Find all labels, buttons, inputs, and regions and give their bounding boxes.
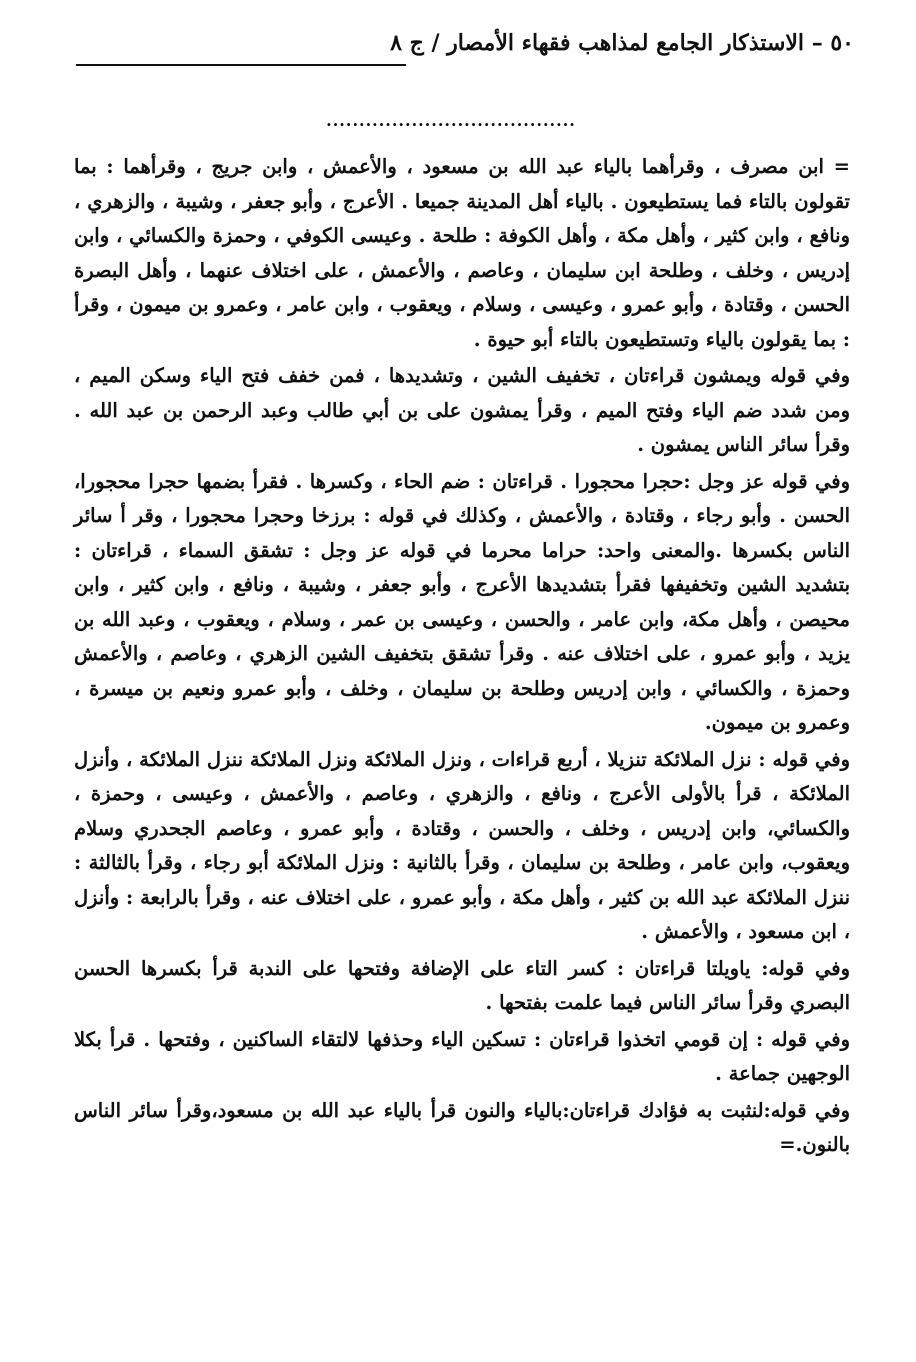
paragraph: = ابن مصرف ، وقرأهما بالياء عبد الله بن مسعود ، والأعمش ، وابن جريج ، وقرأهما : بما تقولون بالتاء فما يستطيعون . بالياء أهل المدينة جميعا . الأعرج ، وأبو جعفر ، وشيبة ، والزهري ، ونافع ، وابن كثير ، وأهل مكة ، وأهل الكوفة : طلحة . وعيسى الكوفي ، وحمزة والكسائي ، وابن إدريس ، وخلف ، وطلحة ابن سليمان ، وعاصم ، والأعمش ، على اختلاف عنهما ، وأهل البصرة الحسن ، وقتادة ، وأبو عمرو ، وعيسى ، وسلام ، ويعقوب ، وابن عامر ، وعمرو بن ميمون ، وقرأ : بما يقولون بالياء وتستطيعون بالتاء أبو حيوة .	[74, 155, 850, 351]
footnote-separator: ......................................	[326, 114, 576, 128]
paragraph: وفي قوله: ياويلتا قراءتان : كسر التاء على الإضافة وفتحها على الندبة قرأ بكسرها الحسن البصري وقرأ سائر الناس فيما علمت بفتحها .	[74, 956, 850, 1014]
paragraph: وفي قوله:لنثبت به فؤادك قراءتان:بالياء والنون قرأ بالياء عبد الله بن مسعود،وقرأ سائر الناس بالنون.=	[74, 1098, 850, 1156]
paragraph: وفي قوله ويمشون قراءتان ، تخفيف الشين ، وتشديدها ، فمن خفف فتح الياء وسكن الميم ، ومن شدد ضم الياء وفتح الميم ، وقرأ يمشون على بن أبي طالب وعبد الرحمن بن عبد الله . وقرأ سائر الناس يمشون .	[74, 364, 850, 456]
paragraph: وفي قوله : نزل الملائكة تنزيلا ، أربع قراءات ، ونزل الملائكة ونزل الملائكة ننزل الملائكة ، وأنزل الملائكة ، قرأ بالأولى الأعرج ، ونافع ، والزهري ، وعاصم ، والأعمش ، وعيسى ، وحمزة ، والكسائي، وابن إدريس ، وخلف ، والحسن ، وقتادة ، وأبو عمرو ، وعاصم الجحدري وسلام ويعقوب، وابن عامر ، وطلحة بن سليمان ، وقرأ بالثانية : ونزل الملائكة أبو رجاء ، وقرأ بالثالثة : ننزل الملائكة عبد الله بن كثير ، وأهل مكة ، وأبو عمرو ، على اختلاف عنه ، وقرأ بالرابعة : وأنزل ، ابن مسعود ، والأعمش .	[74, 747, 850, 943]
running-header: ٥٠ – الاستذكار الجامع لمذاهب فقهاء الأمصار / ج ٨	[390, 30, 854, 56]
footnote-body	[74, 150, 850, 1165]
paragraph: وفي قوله عز وجل :حجرا محجورا . قراءتان : ضم الحاء ، وكسرها . فقرأ بضمها حجرا محجورا، الحسن . وأبو رجاء ، وقتادة ، والأعمش ، وكذلك في قوله : برزخا وحجرا محجورا ، وقر أ سائر الناس بكسرها .والمعنى واحد: حراما محرما في قوله عز وجل : تشقق السماء ، قراءتان : بتشديد الشين وتخفيفها فقرأ بتشديدها الأعرج ، وأبو جعفر ، وشيبة ، ونافع ، وابن كثير ، وابن محيصن ، وأهل مكة، وابن عامر ، والحسن ، وعيسى بن عمر ، وسلام ، ويعقوب ، وعبد الله بن يزيد ، وأبو عمرو ، على اختلاف عنه . وقرأ تشقق بتخفيف الشين الزهري ، وعاصم ، والأعمش وحمزة ، والكسائي ، وابن إدريس وطلحة بن سليمان ، وخلف ، وأبو عمرو ونعيم بن ميسرة ، وعمرو بن ميمون.	[74, 469, 850, 734]
paragraph: وفي قوله : إن قومي اتخذوا قراءتان : تسكين الياء وحذفها لالتقاء الساكنين ، وفتحها . قرأ بكلا الوجهين جماعة .	[74, 1027, 850, 1085]
header-rule	[76, 64, 406, 66]
